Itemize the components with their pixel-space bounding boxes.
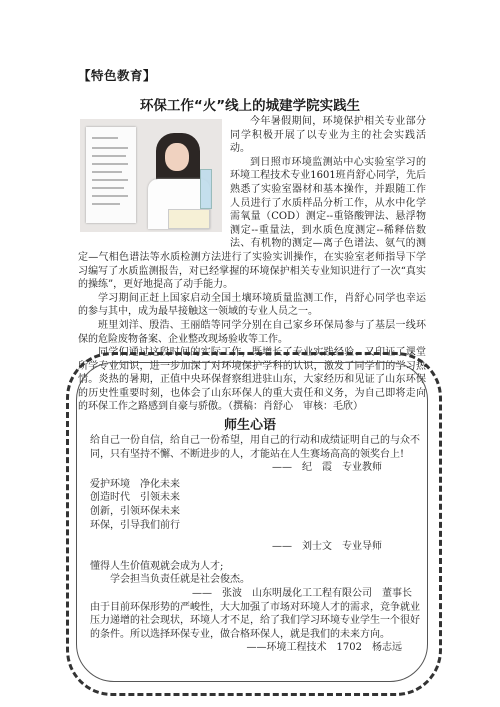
article-title: 环保工作“火”线上的城建学院实践生 [139,98,361,114]
article-paragraph: 同学们通过这段时间的实际工作，既增长了专业实践经验、又印证了课堂所学专业知识，进一步加深了对环境保护学科的认识，激发了同学们的学习热情。炎热的暑期，正值中央环保督察组进驻山东，大家经历和见证了山东环保的历史性重要时刻，也体会了山东环保人的重大责任和义务，为自己即将走向的环保工作之路感到自豪与骄傲。（撰稿：肖舒心 审核：毛欣） [78,347,426,413]
quote-line: 创新，引领环保未来 [90,505,180,517]
quote-line: 爱护环境 净化未来 [90,478,180,490]
quote-signature: ——环境工程技术 1702 杨志远 [246,642,402,654]
quotes-title: 师生心语 [223,418,276,433]
quote-line: 的条件。所以选择环保专业，做合格环保人，就是我们的未来方向。 [90,628,390,640]
quote-line: 同，只有坚持不懈、不断进步的人，才能站在人生赛场高高的领奖台上! [90,448,405,460]
section-tag: 【特色教育】 [78,68,157,83]
article-paragraph: 到日照市环境监测站中心实验室学习的环境工程技术专业1601班肖舒心同学，先后熟悉了实验室器材和基本操作，并跟随工作人员进行了水质样品分析工作，从水中化学需氧量（COD）测定--重铬酸钾法、悬浮物测定--重量法，到水质色度测定--稀释倍数法、有机物的测定—离子色谱法、氨气的测定—气相色谱法等水质检测方法进行了实验实训操作，在实验室老师指导下学习编写了水质监测报告，对已经掌握的环境保护相关专业知识进行了一次“真实的操练”，更好地提高了动手能力。 [78,156,426,291]
quotes-body [90,434,420,655]
article-paragraph: 今年暑假期间，环境保护相关专业部分同学积极开展了以专业为主的社会实践活动。 [230,116,426,155]
quote-signature: —— 纪 霞 专业教师 [272,462,382,474]
article-paragraph: 学习期间正赶上国家启动全国土壤环境质量监测工作，肖舒心同学也幸运的参与其中，成为最早接触这一领域的专业人员之一。 [78,292,426,318]
quote-line: 懂得人生价值观就会成为人才; [90,560,224,572]
quote-line: 由于目前环保形势的严峻性，大大加强了市场对环境人才的需求，竞争就业 [90,601,420,613]
quote-signature: —— 刘士文 专业导师 [272,541,382,553]
article-paragraph: 班里刘洋、殷浩、王丽皓等同学分别在自己家乡环保局参与了基层一线环保的危险废物备案、企业整改现场验收等工作。 [78,319,426,345]
quote-line: 压力递增的社会现状，环境人才不足，给了我们学习环境专业学生一个很好 [90,615,420,627]
quote-line: 给自己一份自信，给自己一份希望，用自己的行动和成绩证明自己的与众不 [90,435,420,446]
quote-line: 学会担当负责任就是社会俊杰。 [110,574,250,586]
quote-signature: —— 张波 山东明晟化工工程有限公司 董事长 [192,587,412,599]
quote-line: 环保，引导我们前行 [90,519,180,531]
quote-line: 创造时代 引领未来 [90,492,180,504]
